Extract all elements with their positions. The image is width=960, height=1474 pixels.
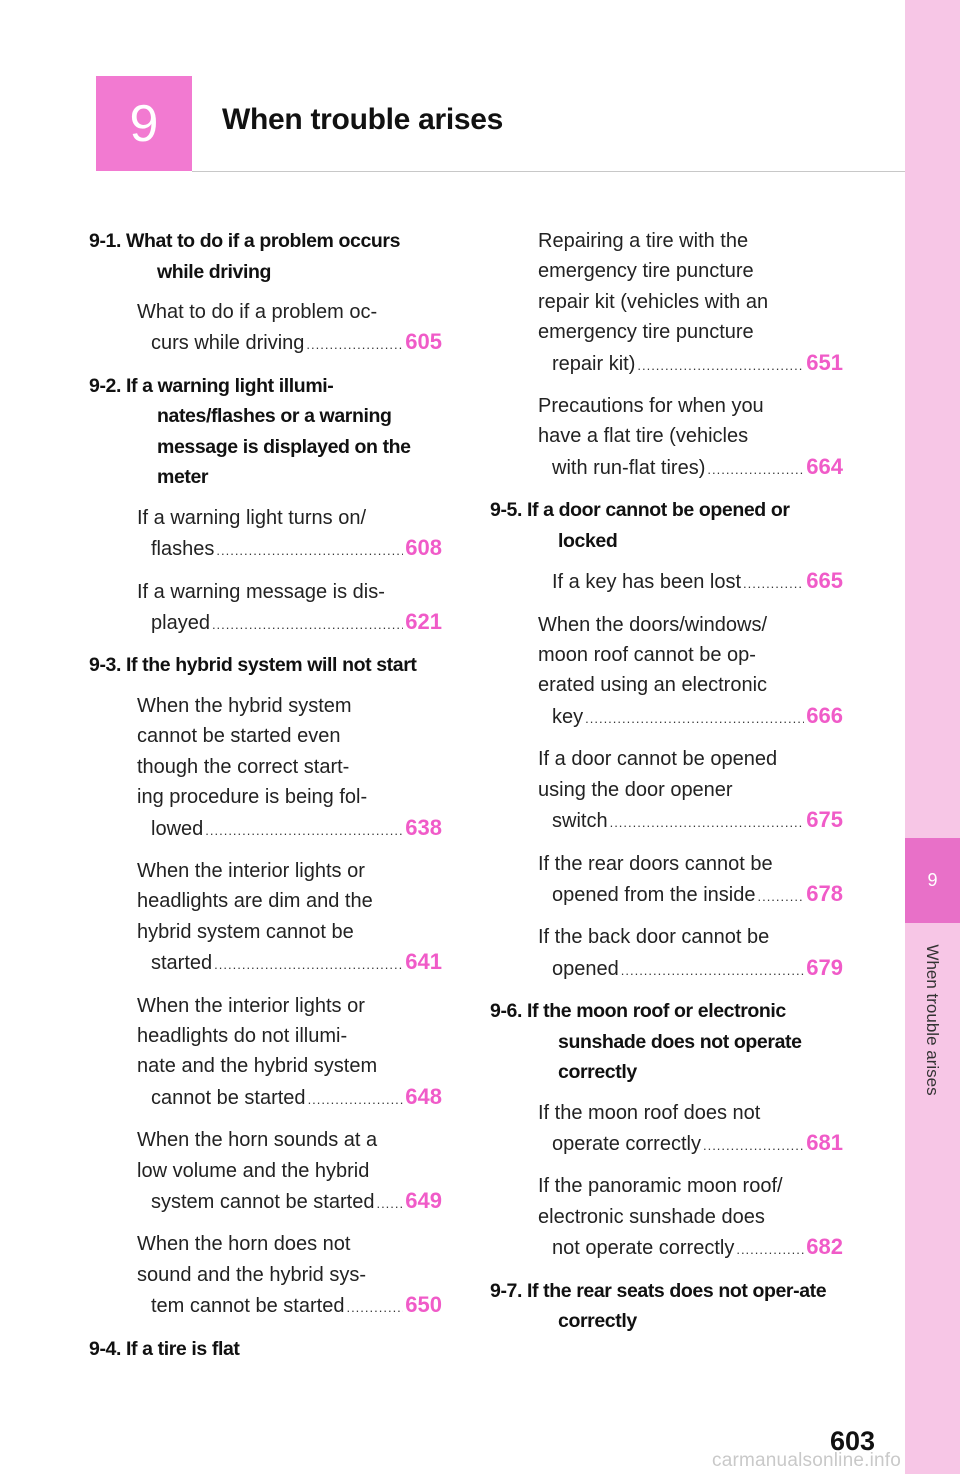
toc-entry-line: switch — [552, 810, 608, 833]
toc-entry[interactable] — [538, 226, 843, 381]
toc-entry-line: with run-flat tires) — [552, 456, 706, 479]
toc-entry-line: lowed — [151, 817, 204, 840]
toc-entry-line: hybrid system cannot be — [137, 920, 354, 943]
toc-entry-line: though the correct start- — [137, 755, 350, 778]
toc-entry-line: If a door cannot be opened — [538, 748, 778, 771]
toc-entry[interactable] — [137, 856, 442, 981]
toc-entry-line: If a warning message is dis- — [137, 580, 385, 603]
toc-entry-last-line — [552, 1232, 843, 1265]
toc-entry-line: When the interior lights or — [137, 859, 365, 882]
dot-leader — [212, 610, 403, 640]
page-number: 603 — [830, 1426, 876, 1456]
dot-leader — [205, 816, 403, 846]
toc-entry-line: moon roof cannot be op- — [538, 644, 756, 667]
toc-entry-line: electronic sunshade does — [538, 1205, 765, 1228]
toc-entry-line: If a key has been lost — [552, 571, 742, 594]
side-chapter-tab — [905, 838, 960, 923]
toc-entry-line: Precautions for when you — [538, 395, 764, 418]
toc-entry[interactable] — [137, 691, 442, 846]
toc-entry-line: If the back door cannot be — [538, 926, 770, 949]
chapter-number: 9 — [129, 94, 159, 153]
toc-entry-last-line — [151, 813, 442, 846]
toc-entry[interactable] — [538, 391, 843, 485]
toc-entry-line: cannot be started — [151, 1086, 306, 1109]
dot-leader — [610, 808, 805, 838]
toc-entry-line: emergency tire puncture — [538, 260, 754, 283]
toc-page-number[interactable]: 664 — [806, 453, 843, 479]
dot-leader — [703, 1131, 804, 1161]
dot-leader — [306, 330, 403, 360]
toc-entry-line: nate and the hybrid system — [137, 1055, 378, 1078]
toc-section-heading: 9-1. What to do if a problem occurs while driving — [89, 230, 401, 283]
toc-entry-line: have a flat tire (vehicles — [538, 425, 749, 448]
toc-entry-line: opened — [552, 957, 619, 980]
toc-entry-line: played — [151, 612, 210, 635]
toc-entry[interactable] — [137, 503, 442, 567]
toc-entry-line: key — [552, 705, 584, 728]
toc-left-column — [89, 226, 442, 1374]
dot-leader — [214, 950, 403, 980]
chapter-number-box — [96, 76, 192, 171]
toc-entry[interactable] — [137, 297, 442, 361]
toc-entry[interactable] — [538, 1098, 843, 1162]
toc-page-number[interactable]: 681 — [806, 1130, 843, 1156]
toc-entry-last-line — [552, 1128, 843, 1161]
toc-entry-last-line — [151, 327, 442, 360]
toc-section-heading: 9-4. If a tire is flat — [89, 1337, 240, 1360]
toc-entry[interactable] — [137, 991, 442, 1116]
toc-entry-line: headlights do not illumi- — [137, 1025, 348, 1047]
toc-entry-line: headlights are dim and the — [137, 890, 373, 913]
toc-entry-line: low volume and the hybrid — [137, 1159, 370, 1182]
toc-entry-line: If the panoramic moon roof/ — [538, 1175, 783, 1198]
toc-entry-line: emergency tire puncture — [538, 321, 754, 344]
toc-entry-line: Repairing a tire with the — [538, 230, 749, 252]
toc-entry-line: cannot be started even — [137, 725, 341, 748]
toc-entry-last-line — [151, 1186, 442, 1219]
toc-entry[interactable] — [137, 1125, 442, 1219]
toc-entry[interactable] — [538, 849, 843, 913]
toc-entry-line: flashes — [151, 538, 215, 561]
toc-entry-line: operate correctly — [552, 1133, 701, 1156]
toc-page-number[interactable]: 649 — [405, 1188, 442, 1214]
toc-page-number[interactable]: 641 — [405, 949, 442, 975]
toc-entry-line: repair kit) — [552, 352, 636, 375]
toc-page-number[interactable]: 651 — [806, 349, 843, 375]
toc-entry-line: tem cannot be started — [151, 1295, 345, 1318]
dot-leader — [637, 351, 804, 381]
toc-entry[interactable] — [538, 610, 843, 735]
side-chapter-label: When trouble arises — [923, 944, 942, 1096]
toc-section-heading: 9-7. If the rear seats does not oper-ate correctly — [490, 1279, 827, 1333]
toc-page-number[interactable]: 648 — [405, 1083, 442, 1109]
toc-entry-line: If the rear doors cannot be — [538, 852, 773, 875]
toc-entry[interactable] — [538, 744, 843, 838]
toc-entry-line: repair kit (vehicles with an — [538, 290, 769, 313]
dot-leader — [621, 956, 805, 986]
toc-entry-line: If the moon roof does not — [538, 1101, 761, 1124]
toc-entry[interactable] — [538, 922, 843, 986]
dot-leader — [707, 455, 804, 485]
toc-entry-last-line — [552, 566, 843, 599]
toc-page-number[interactable]: 621 — [405, 609, 442, 635]
toc-entry-line: If a warning light turns on/ — [137, 506, 367, 529]
toc-entry[interactable] — [137, 1229, 442, 1323]
toc-entry-last-line — [151, 947, 442, 980]
toc-page-number[interactable]: 638 — [405, 814, 442, 840]
toc-entry-last-line — [552, 805, 843, 838]
toc-entry-last-line — [151, 533, 442, 566]
toc-entry-line: curs while driving — [151, 332, 305, 355]
toc-page-number[interactable]: 682 — [806, 1234, 843, 1260]
dot-leader — [757, 882, 804, 912]
toc-entry[interactable] — [538, 1171, 843, 1265]
toc-entry-last-line — [552, 701, 843, 734]
dot-leader — [376, 1189, 403, 1219]
toc-section-heading: 9-3. If the hybrid system will not start — [89, 654, 417, 677]
toc-entry-last-line — [151, 1290, 442, 1323]
toc-entry-line: system cannot be started — [151, 1191, 375, 1214]
toc-section-heading: 9-5. If a door cannot be opened or locked — [490, 499, 790, 552]
side-thumb-strip — [905, 0, 960, 1474]
dot-leader — [743, 569, 804, 599]
toc-page-number[interactable]: 679 — [806, 954, 843, 980]
toc-entry-line: When the hybrid system — [137, 694, 352, 717]
toc-page-number[interactable]: 650 — [405, 1292, 442, 1318]
toc-entry-last-line — [151, 607, 442, 640]
toc-page-number[interactable]: 666 — [806, 702, 843, 728]
toc-entry-last-line — [552, 879, 843, 912]
toc-entry-line: When the doors/windows/ — [538, 613, 768, 636]
toc-section-heading: 9-6. If the moon roof or electronic sunshade does not operate correctly — [490, 1000, 802, 1084]
toc-entry-last-line — [552, 452, 843, 485]
toc-entry-line: When the horn sounds at a — [137, 1129, 378, 1152]
toc-page-number[interactable]: 665 — [806, 568, 843, 594]
dot-leader — [346, 1293, 403, 1323]
toc-entry[interactable] — [137, 577, 442, 641]
dot-leader — [308, 1085, 404, 1115]
chapter-title: When trouble arises — [222, 103, 504, 136]
toc-page-number[interactable]: 678 — [806, 880, 843, 906]
toc-entry[interactable] — [538, 566, 843, 599]
toc-page-number[interactable]: 675 — [806, 807, 843, 833]
toc-entry-line: When the interior lights or — [137, 994, 365, 1017]
dot-leader — [216, 536, 403, 566]
toc-entry-line: started — [151, 952, 213, 975]
toc-entry-line: ing procedure is being fol- — [137, 786, 368, 809]
toc-entry-last-line — [552, 953, 843, 986]
toc-page-number[interactable]: 608 — [405, 535, 442, 561]
toc-entry-line: erated using an electronic — [538, 674, 768, 697]
toc-entry-line: not operate correctly — [552, 1237, 735, 1260]
toc-entry-last-line — [151, 1082, 442, 1115]
toc-entry-line: What to do if a problem oc- — [137, 301, 378, 323]
side-tab-number: 9 — [927, 870, 938, 890]
toc-entry-line: opened from the inside — [552, 883, 756, 906]
toc-right-column — [490, 226, 843, 1347]
toc-entry-line: using the door opener — [538, 778, 733, 801]
dot-leader — [585, 704, 804, 734]
toc-section-heading: 9-2. If a warning light illumi-nates/flashes or a warning message is displayed on the meter — [89, 374, 411, 489]
toc-entry-last-line — [552, 348, 843, 381]
chapter-rule — [192, 171, 905, 172]
toc-entry-line: When the horn does not — [137, 1233, 351, 1256]
toc-page-number[interactable]: 605 — [405, 329, 442, 355]
dot-leader — [736, 1235, 804, 1265]
toc-entry-line: sound and the hybrid sys- — [137, 1263, 367, 1286]
footer-watermark: carmanualsonline.info — [712, 1450, 902, 1471]
